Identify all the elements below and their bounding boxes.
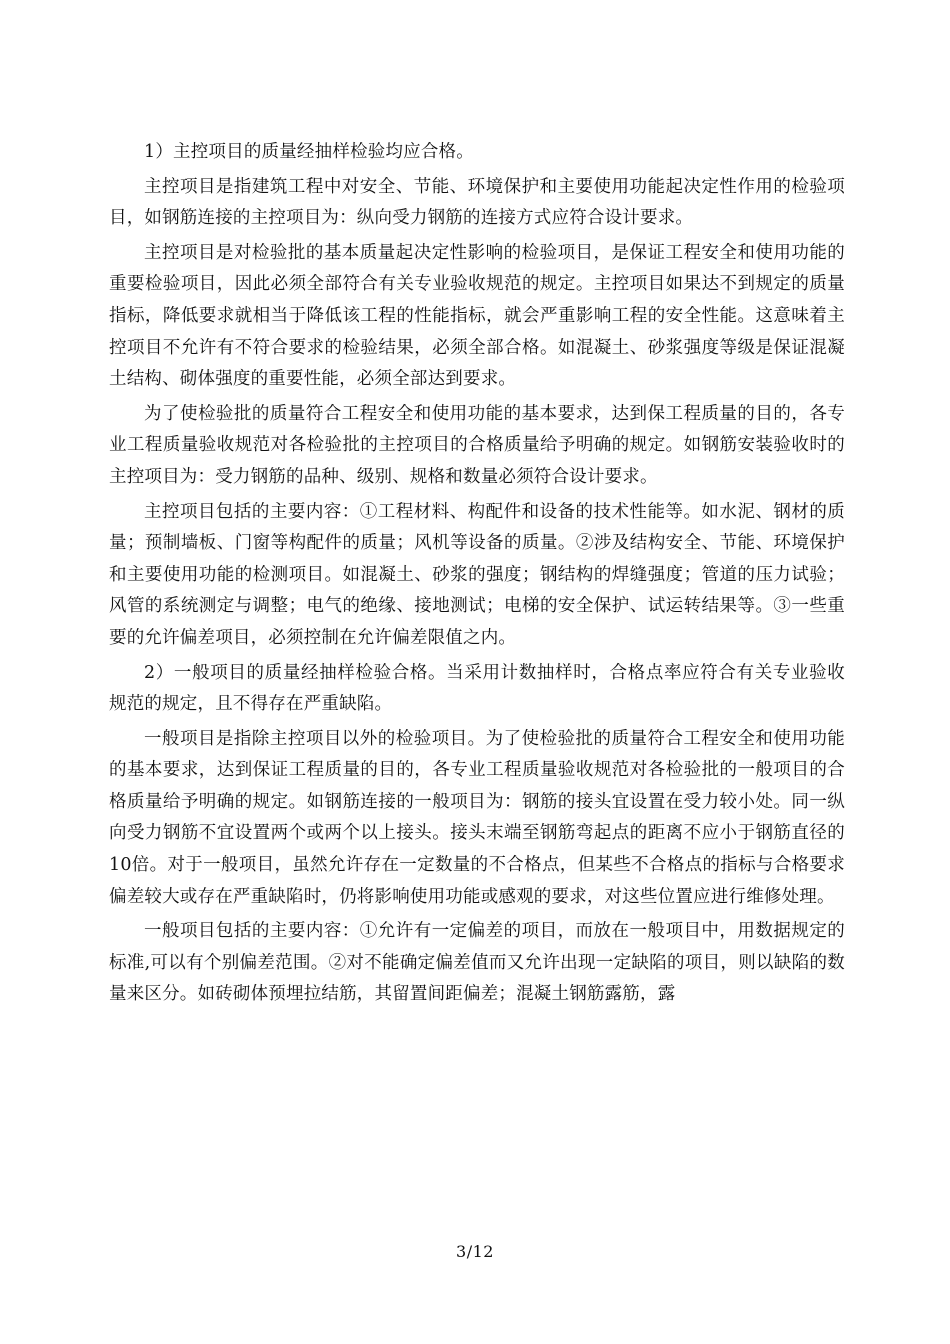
- paragraph-5: 主控项目包括的主要内容：①工程材料、构配件和设备的技术性能等。如水泥、钢材的质量；预制墙板、门窗等构配件的质量；风机等设备的质量。②涉及结构安全、节能、环境保护和主要使用功能的检测项目。如混凝土、砂浆的强度；钢结构的焊缝强度；管道的压力试验；风管的系统测定与调整；电气的绝缘、接地测试；电梯的安全保护、试运转结果等。③一些重要的允许偏差项目，必须控制在允许偏差限值之内。: [109, 501, 845, 648]
- paragraph-1: 1）主控项目的质量经抽样检验均应合格。: [144, 142, 474, 162]
- document-body: [109, 137, 845, 1014]
- paragraph-4: 为了使检验批的质量符合工程安全和使用功能的基本要求，达到保工程质量的目的，各专业工程质量验收规范对各检验批的主控项目的合格质量给予明确的规定。如钢筋安装验收时的主控项目为：受力钢筋的品种、级别、规格和数量必须符合设计要求。: [109, 403, 845, 487]
- page-number: 3/12: [456, 1242, 494, 1261]
- paragraph-3: 主控项目是对检验批的基本质量起决定性影响的检验项目，是保证工程安全和使用功能的重要检验项目，因此必须全部符合有关专业验收规范的规定。主控项目如果达不到规定的质量指标，降低要求就相当于降低该工程的性能指标，就会严重影响工程的安全性能。这意味着主控项目不允许有不符合要求的检验结果，必须全部合格。如混凝土、砂浆强度等级是保证混凝土结构、砌体强度的重要性能，必须全部达到要求。: [109, 242, 845, 390]
- paragraph-7: 一般项目是指除主控项目以外的检验项目。为了使检验批的质量符合工程安全和使用功能的基本要求，达到保证工程质量的目的，各专业工程质量验收规范对各检验批的一般项目的合格质量给予明确的规定。如钢筋连接的一般项目为：钢筋的接头宜设置在受力较小处。同一纵向受力钢筋不宜设置两个或两个以上接头。接头末端至钢筋弯起点的距离不应小于钢筋直径的10倍。对于一般项目，虽然允许存在一定数量的不合格点，但某些不合格点的指标与合格要求偏差较大或存在严重缺陷时，仍将影响使用功能或感观的要求，对这些位置应进行维修处理。: [109, 728, 845, 907]
- paragraph-6: 2）一般项目的质量经抽样检验合格。当采用计数抽样时，合格点率应符合有关专业验收规范的规定，且不得存在严重缺陷。: [109, 662, 845, 715]
- paragraph-8: 一般项目包括的主要内容：①允许有一定偏差的项目，而放在一般项目中，用数据规定的标准,可以有个别偏差范围。②对不能确定偏差值而又允许出现一定缺陷的项目，则以缺陷的数量来区分。如砖砌体预埋拉结筋，其留置间距偏差；混凝土钢筋露筋，露: [109, 921, 845, 1005]
- paragraph-2: 主控项目是指建筑工程中对安全、节能、环境保护和主要使用功能起决定性作用的检验项目，如钢筋连接的主控项目为：纵向受力钢筋的连接方式应符合设计要求。: [109, 176, 845, 229]
